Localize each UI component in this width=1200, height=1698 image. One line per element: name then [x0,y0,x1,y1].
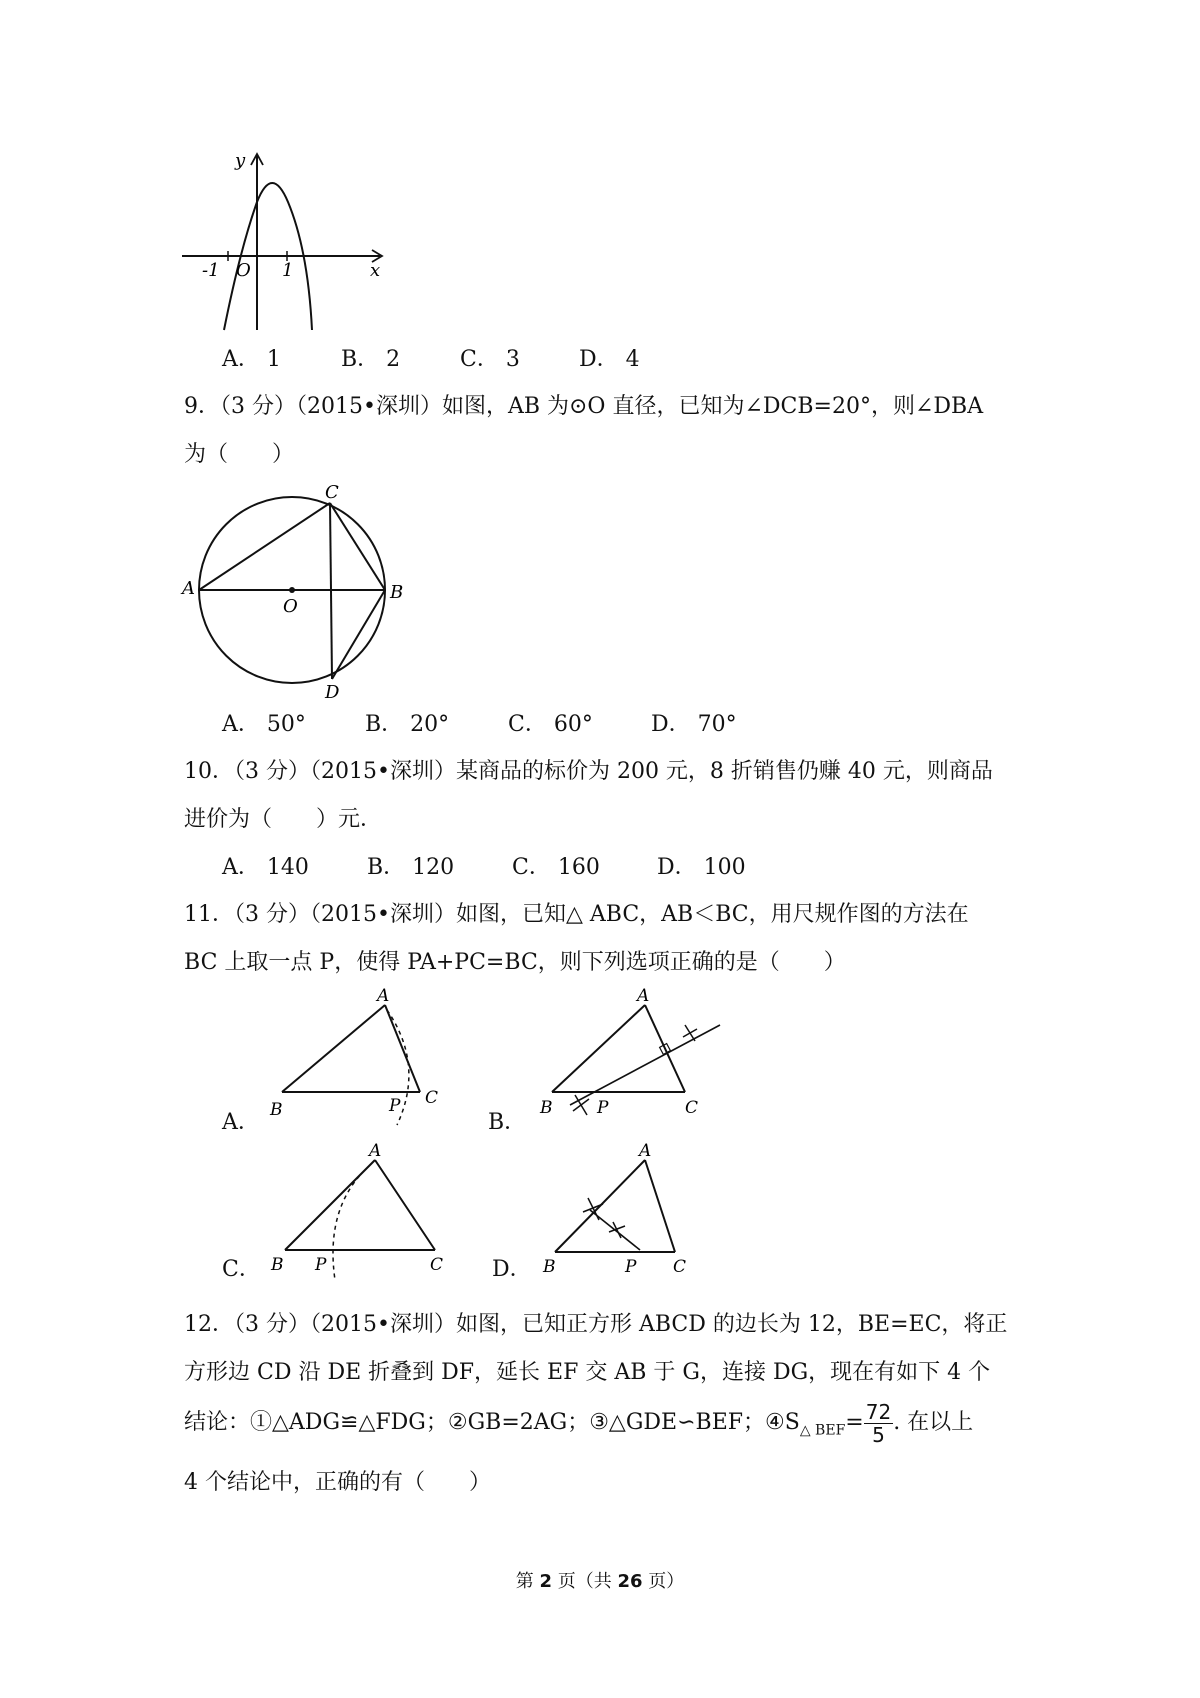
footer-mid: 页（共 [552,1571,618,1592]
q11-text-line2: BC 上取一点 P，使得 PA+PC=BC，则下列选项正确的是（ ） [184,950,846,975]
tick-pos-one: 1 [282,260,294,281]
q10-option-d[interactable]: D． 100 [657,855,746,880]
y-axis-label: y [235,150,246,171]
q12-line3-pre: 结论：①△ADG≌△FDG；②GB=2AG；③△GDE∽BEF；④S [184,1410,800,1435]
q11-figure-a [265,985,455,1130]
origin-label: O [236,260,251,281]
q10-options [222,853,746,883]
q9-option-c[interactable]: C． 60° [508,712,593,737]
q9-options [222,710,737,740]
footer-page-number: 2 [539,1571,552,1592]
fig-a-label-C: C [425,1088,439,1108]
fig-a-label-P: P [389,1096,401,1116]
label-B: B [390,582,404,603]
fig-d-label-B: B [543,1257,556,1277]
q12-text-line2: 方形边 CD 沿 DE 折叠到 DF，延长 EF 交 AB 于 G，连接 DG，现在有如下 4 个 [184,1360,991,1385]
q12-line3-eq: = [845,1410,864,1435]
q11-figure-d [535,1140,725,1290]
fig-b-label-P: P [597,1098,609,1118]
q10-text-line1: 10．（3 分）（2015•深圳）某商品的标价为 200 元，8 折销售仍赚 40 元，则商品 [184,759,993,784]
q9-text-line2: 为（ ） [184,442,295,467]
label-A: A [182,578,195,599]
q8-option-d[interactable]: D． 4 [579,347,640,372]
q12-text-line3 [184,1398,973,1455]
q11-choice-c-label[interactable]: C． [222,1257,261,1282]
fig-d-label-P: P [625,1257,637,1277]
q11-choice-b-label[interactable]: B． [488,1110,527,1135]
q8-option-c[interactable]: C． 3 [460,347,520,372]
q12-line3-post: . 在以上 [893,1410,974,1435]
label-O: O [283,596,298,617]
q12-line3-sub: △ BEF [799,1422,846,1439]
tick-neg-one: -1 [202,260,220,281]
fig-c-label-A: A [369,1141,382,1161]
footer-post: 页） [642,1571,685,1592]
q10-option-b[interactable]: B． 120 [367,855,455,880]
q10-option-c[interactable]: C． 160 [512,855,600,880]
q9-option-a[interactable]: A． 50° [222,712,306,737]
label-C: C [325,482,339,503]
q12-text-line1: 12．（3 分）（2015•深圳）如图，已知正方形 ABCD 的边长为 12，BE=EC，将正 [184,1312,1008,1337]
x-axis-label: x [370,260,381,281]
label-D: D [325,682,340,700]
q11-choice-a-label[interactable]: A． [222,1110,260,1135]
parabola-graph [180,150,390,335]
fig-b-label-C: C [685,1098,699,1118]
page-footer [0,1567,1200,1593]
fig-c-label-P: P [315,1255,327,1275]
q9-text-line1: 9．（3 分）（2015•深圳）如图，AB 为⊙O 直径，已知为∠DCB=20°，则∠DBA [184,394,984,419]
fig-b-label-B: B [540,1098,553,1118]
fraction-numerator: 72 [865,1399,892,1424]
fig-d-label-C: C [673,1257,687,1277]
fig-a-label-B: B [270,1100,283,1120]
circle-figure [180,480,420,700]
q10-text-line2: 进价为（ ）元． [184,807,383,832]
q12-fraction [864,1401,893,1446]
footer-total-pages: 26 [617,1571,643,1592]
q8-option-a[interactable]: A． 1 [222,347,281,372]
q9-option-b[interactable]: B． 20° [365,712,450,737]
fig-c-label-B: B [271,1255,284,1275]
fig-a-label-A: A [377,986,390,1006]
q8-option-b[interactable]: B． 2 [341,347,401,372]
q11-choice-d-label[interactable]: D． [492,1257,532,1282]
q11-figure-c [265,1140,455,1285]
q10-option-a[interactable]: A． 140 [222,855,309,880]
footer-pre: 第 [515,1571,540,1592]
q11-figure-b [535,985,745,1135]
fig-b-label-A: A [637,986,650,1006]
q9-option-d[interactable]: D． 70° [651,712,737,737]
q12-text-line4: 4 个结论中，正确的有（ ） [184,1470,491,1495]
q8-options [222,345,640,375]
fig-c-label-C: C [430,1255,444,1275]
fraction-denominator: 5 [872,1422,885,1447]
q11-text-line1: 11．（3 分）（2015•深圳）如图，已知△ ABC，AB＜BC，用尺规作图的方法在 [184,902,969,927]
fig-d-label-A: A [639,1141,652,1161]
